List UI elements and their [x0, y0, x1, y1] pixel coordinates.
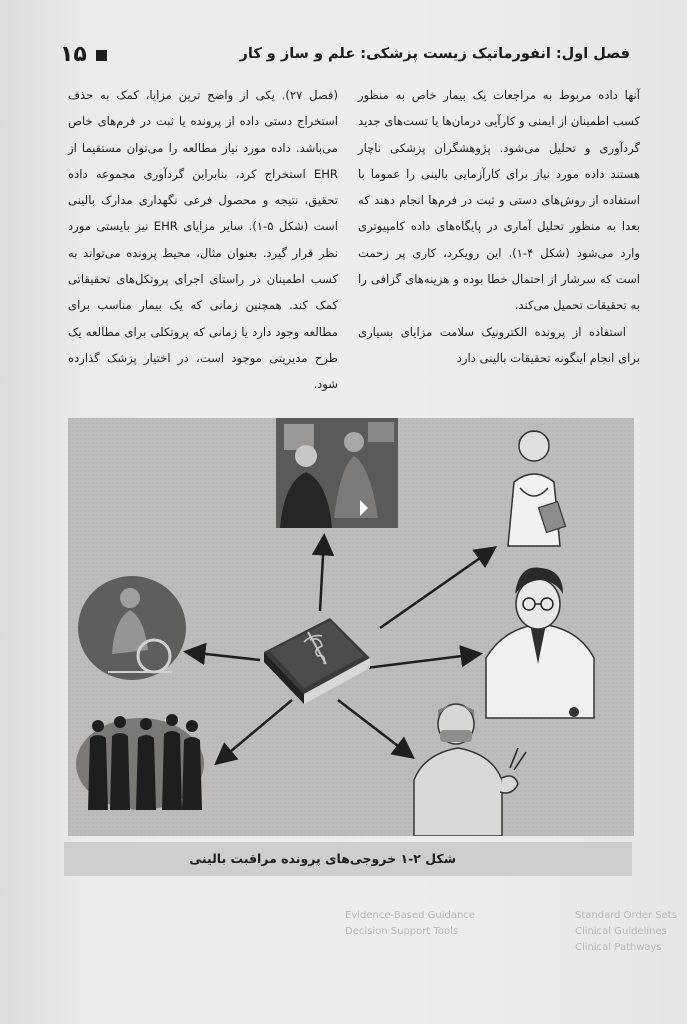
page-number: ۱۵	[60, 42, 87, 67]
clinicians-photo	[276, 418, 398, 528]
text-column-right	[358, 82, 640, 371]
bleed-through-text: Standard Order Sets	[575, 910, 677, 921]
bleed-through-text: Evidence-Based Guidance	[345, 910, 475, 921]
paragraph: استفاده از پرونده الکترونیک سلامت مزایای بسیاری برای انجام اینگونه تحقیقات بالینی دارد	[358, 324, 640, 365]
paragraph: آنها داده مربوط به مراجعات یک بیمار خاص به منظور کسب اطمینان از ایمنی و کارآیی درمان‌ها یا تست‌های جدید گردآوری و تحلیل می‌شود. پژوهشگران پزشکی ناچار هستند داده مورد نیاز برای کارآزمایی بالینی را عموما با استفاده از روش‌های دستی و ثبت در فرم‌ها انجام دهند که بعدا به منظور تحلیل آماری در پایگاه‌های داده کامپیوتری وارد می‌شود (شکل ۴-۱). این رویکرد، کاری پر زحمت است که سرشار از احتمال خطا بوده و هزینه‌های گزافی را به تحقیقات تحمیل می‌کند.	[358, 88, 640, 313]
text-column-left	[68, 82, 338, 398]
bleed-through-text: Clinical Guidelines	[575, 926, 667, 937]
figure-diagram	[68, 418, 634, 836]
figure-clinical-record-outputs	[68, 418, 634, 836]
chapter-title: فصل اول: انفورماتیک زیست پزشکی: علم و ساز و کار	[239, 46, 630, 62]
header-square-mark	[96, 50, 107, 61]
paragraph: (فصل ۲۷). یکی از واضح ترین مزایا، کمک به حذف استخراج دستی داده از پرونده یا ثبت در فرم‌های خاص می‌باشد. داده مورد نیاز مطالعه را می‌توان مستقیما از EHR استخراج کرد، بنابراین گردآوری مجموعه داده تحقیق، نتیجه و محصول فرعی نگهداری مدارک بالینی است (شکل ۵-۱). سایر مزایای EHR نیز بایستی مورد نظر قرار گیرد. بعنوان مثال، محیط پرونده می‌تواند به کسب اطمینان در راستای اجرای پروتکل‌های تحقیقاتی کمک کند. همچنین زمانی که یک بیمار مناسب برای مطالعه وجود دارد یا زمانی که پروتکلی برای مطالعه یک طرح مدیریتی موجود است، در اختیار پزشک گذارده شود.	[68, 88, 338, 392]
wheelchair-patient-photo	[78, 576, 186, 680]
figure-caption-bar	[64, 842, 632, 876]
bleed-through-text: Clinical Pathways	[575, 942, 662, 953]
bleed-through-text: Decision Support Tools	[345, 926, 459, 937]
figure-caption: شکل ۲-۱ خروجی‌های پرونده مراقبت بالینی	[189, 851, 456, 866]
page-header	[60, 42, 630, 72]
